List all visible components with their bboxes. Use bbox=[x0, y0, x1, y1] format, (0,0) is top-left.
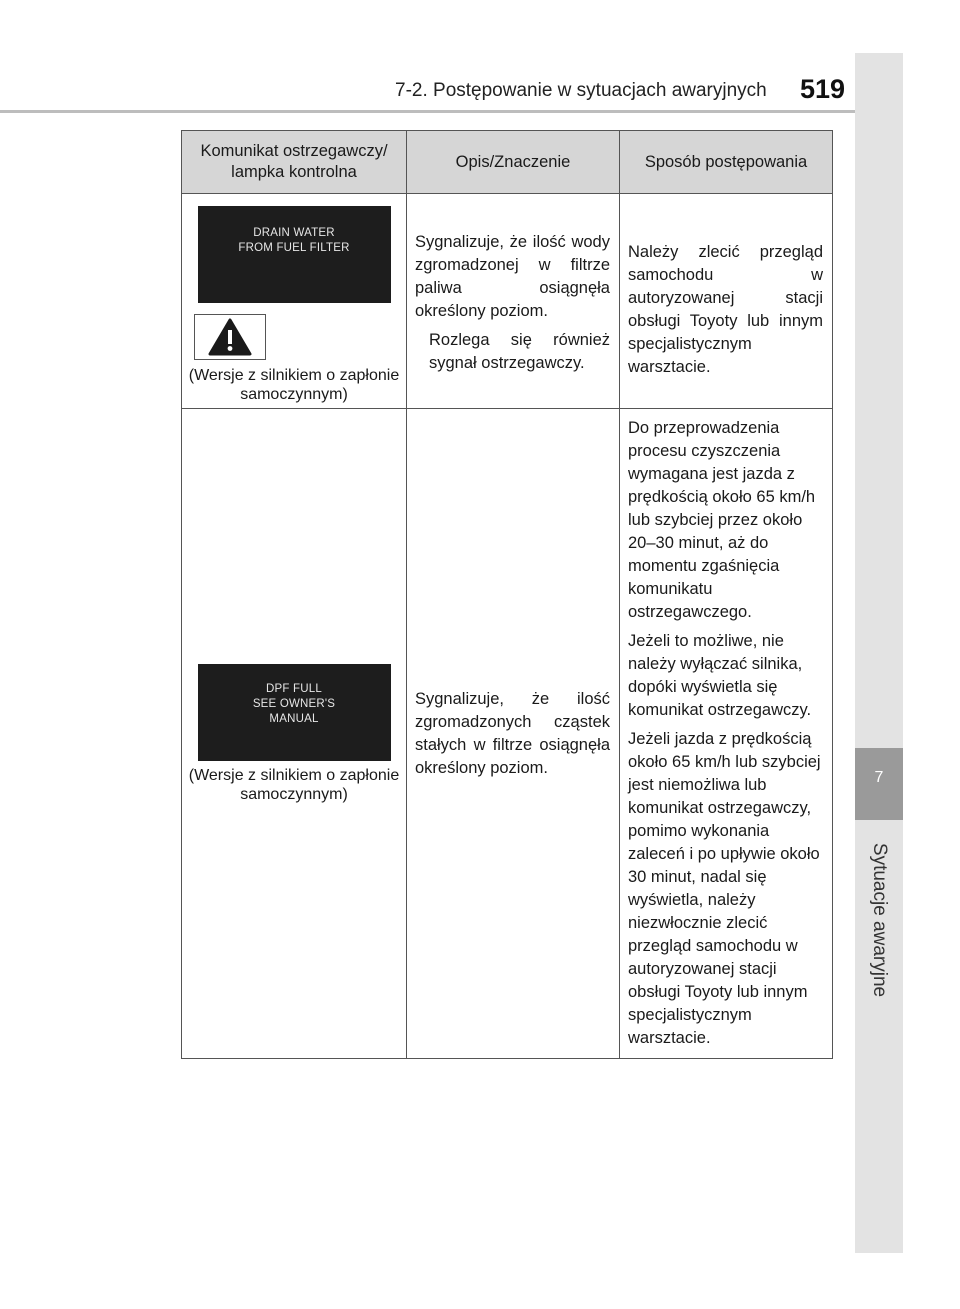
chapter-number-box: 7 bbox=[855, 748, 903, 820]
row-caption: (Wersje z silnikiem o zapłonie samoczynnym) bbox=[188, 766, 400, 803]
action-text: Jeżeli to możliwe, nie należy wyłączać silnika, dopóki wyświetla się komunikat ostrzegawczy. bbox=[628, 632, 812, 719]
table-header-row bbox=[182, 131, 833, 194]
page-header-title: 7-2. Postępowanie w sytuacjach awaryjnych bbox=[395, 80, 767, 101]
display-line: FROM FUEL FILTER bbox=[238, 242, 350, 254]
display-line: DRAIN WATER bbox=[253, 227, 335, 239]
description-text: Sygnalizuje, że ilość zgromadzonych cząstek stałych w filtrze osiągnęła określony poziom. bbox=[415, 689, 610, 777]
message-cell bbox=[182, 409, 407, 1059]
chapter-title: Sytuacje awaryjne bbox=[869, 842, 890, 998]
message-cell bbox=[182, 194, 407, 409]
display-screen bbox=[198, 206, 391, 303]
column-header-action: Sposób postępowania bbox=[620, 131, 833, 194]
description-note: Rozlega się również sygnał ostrzegawczy. bbox=[429, 331, 610, 372]
side-tab bbox=[855, 53, 903, 1253]
display-screen bbox=[198, 664, 391, 761]
display-line: SEE OWNER'S bbox=[252, 697, 336, 710]
display-line: DPF FULL bbox=[266, 682, 322, 695]
description-cell bbox=[407, 409, 620, 1059]
page-number: 519 bbox=[800, 74, 846, 104]
warning-triangle-icon bbox=[194, 314, 266, 360]
table-row bbox=[182, 409, 833, 1059]
action-cell bbox=[620, 409, 833, 1059]
warning-table bbox=[181, 130, 833, 1059]
row-caption: (Wersje z silnikiem o zapłonie samoczynnym) bbox=[188, 367, 400, 403]
table-row bbox=[182, 194, 833, 409]
action-text: Należy zlecić przegląd samochodu w autoryzowanej stacji obsługi Toyoty lub innym specjalistycznym warsztacie. bbox=[628, 243, 823, 376]
column-header-message: Komunikat ostrzegawczy/ lampka kontrolna bbox=[182, 131, 407, 194]
action-cell bbox=[620, 194, 833, 409]
column-header-description: Opis/Znaczenie bbox=[407, 131, 620, 194]
description-cell bbox=[407, 194, 620, 409]
action-text: Do przeprowadzenia procesu czyszczenia wymagana jest jazda z prędkością około 65 km/h lub szybciej przez około 20–30 minut, aż do momentu zgaśnięcia komunikatu ostrzegawczego. bbox=[628, 419, 816, 621]
header-divider bbox=[0, 110, 855, 113]
display-line: MANUAL bbox=[269, 712, 319, 725]
description-text: Sygnalizuje, że ilość wody zgromadzonej w filtrze paliwa osiągnęła określony poziom. bbox=[415, 233, 610, 320]
action-text: Jeżeli jazda z prędkością około 65 km/h lub szybciej jest niemożliwa lub komunikat ostrzegawczy, pomimo wykonania zaleceń i po upływie około 30 minut, nadal się wyświetla, należy niezwłocznie zlecić przegląd samochodu w autoryzowanej stacji obsługi Toyoty lub innym specjalistycznym warsztacie. bbox=[628, 730, 821, 1047]
